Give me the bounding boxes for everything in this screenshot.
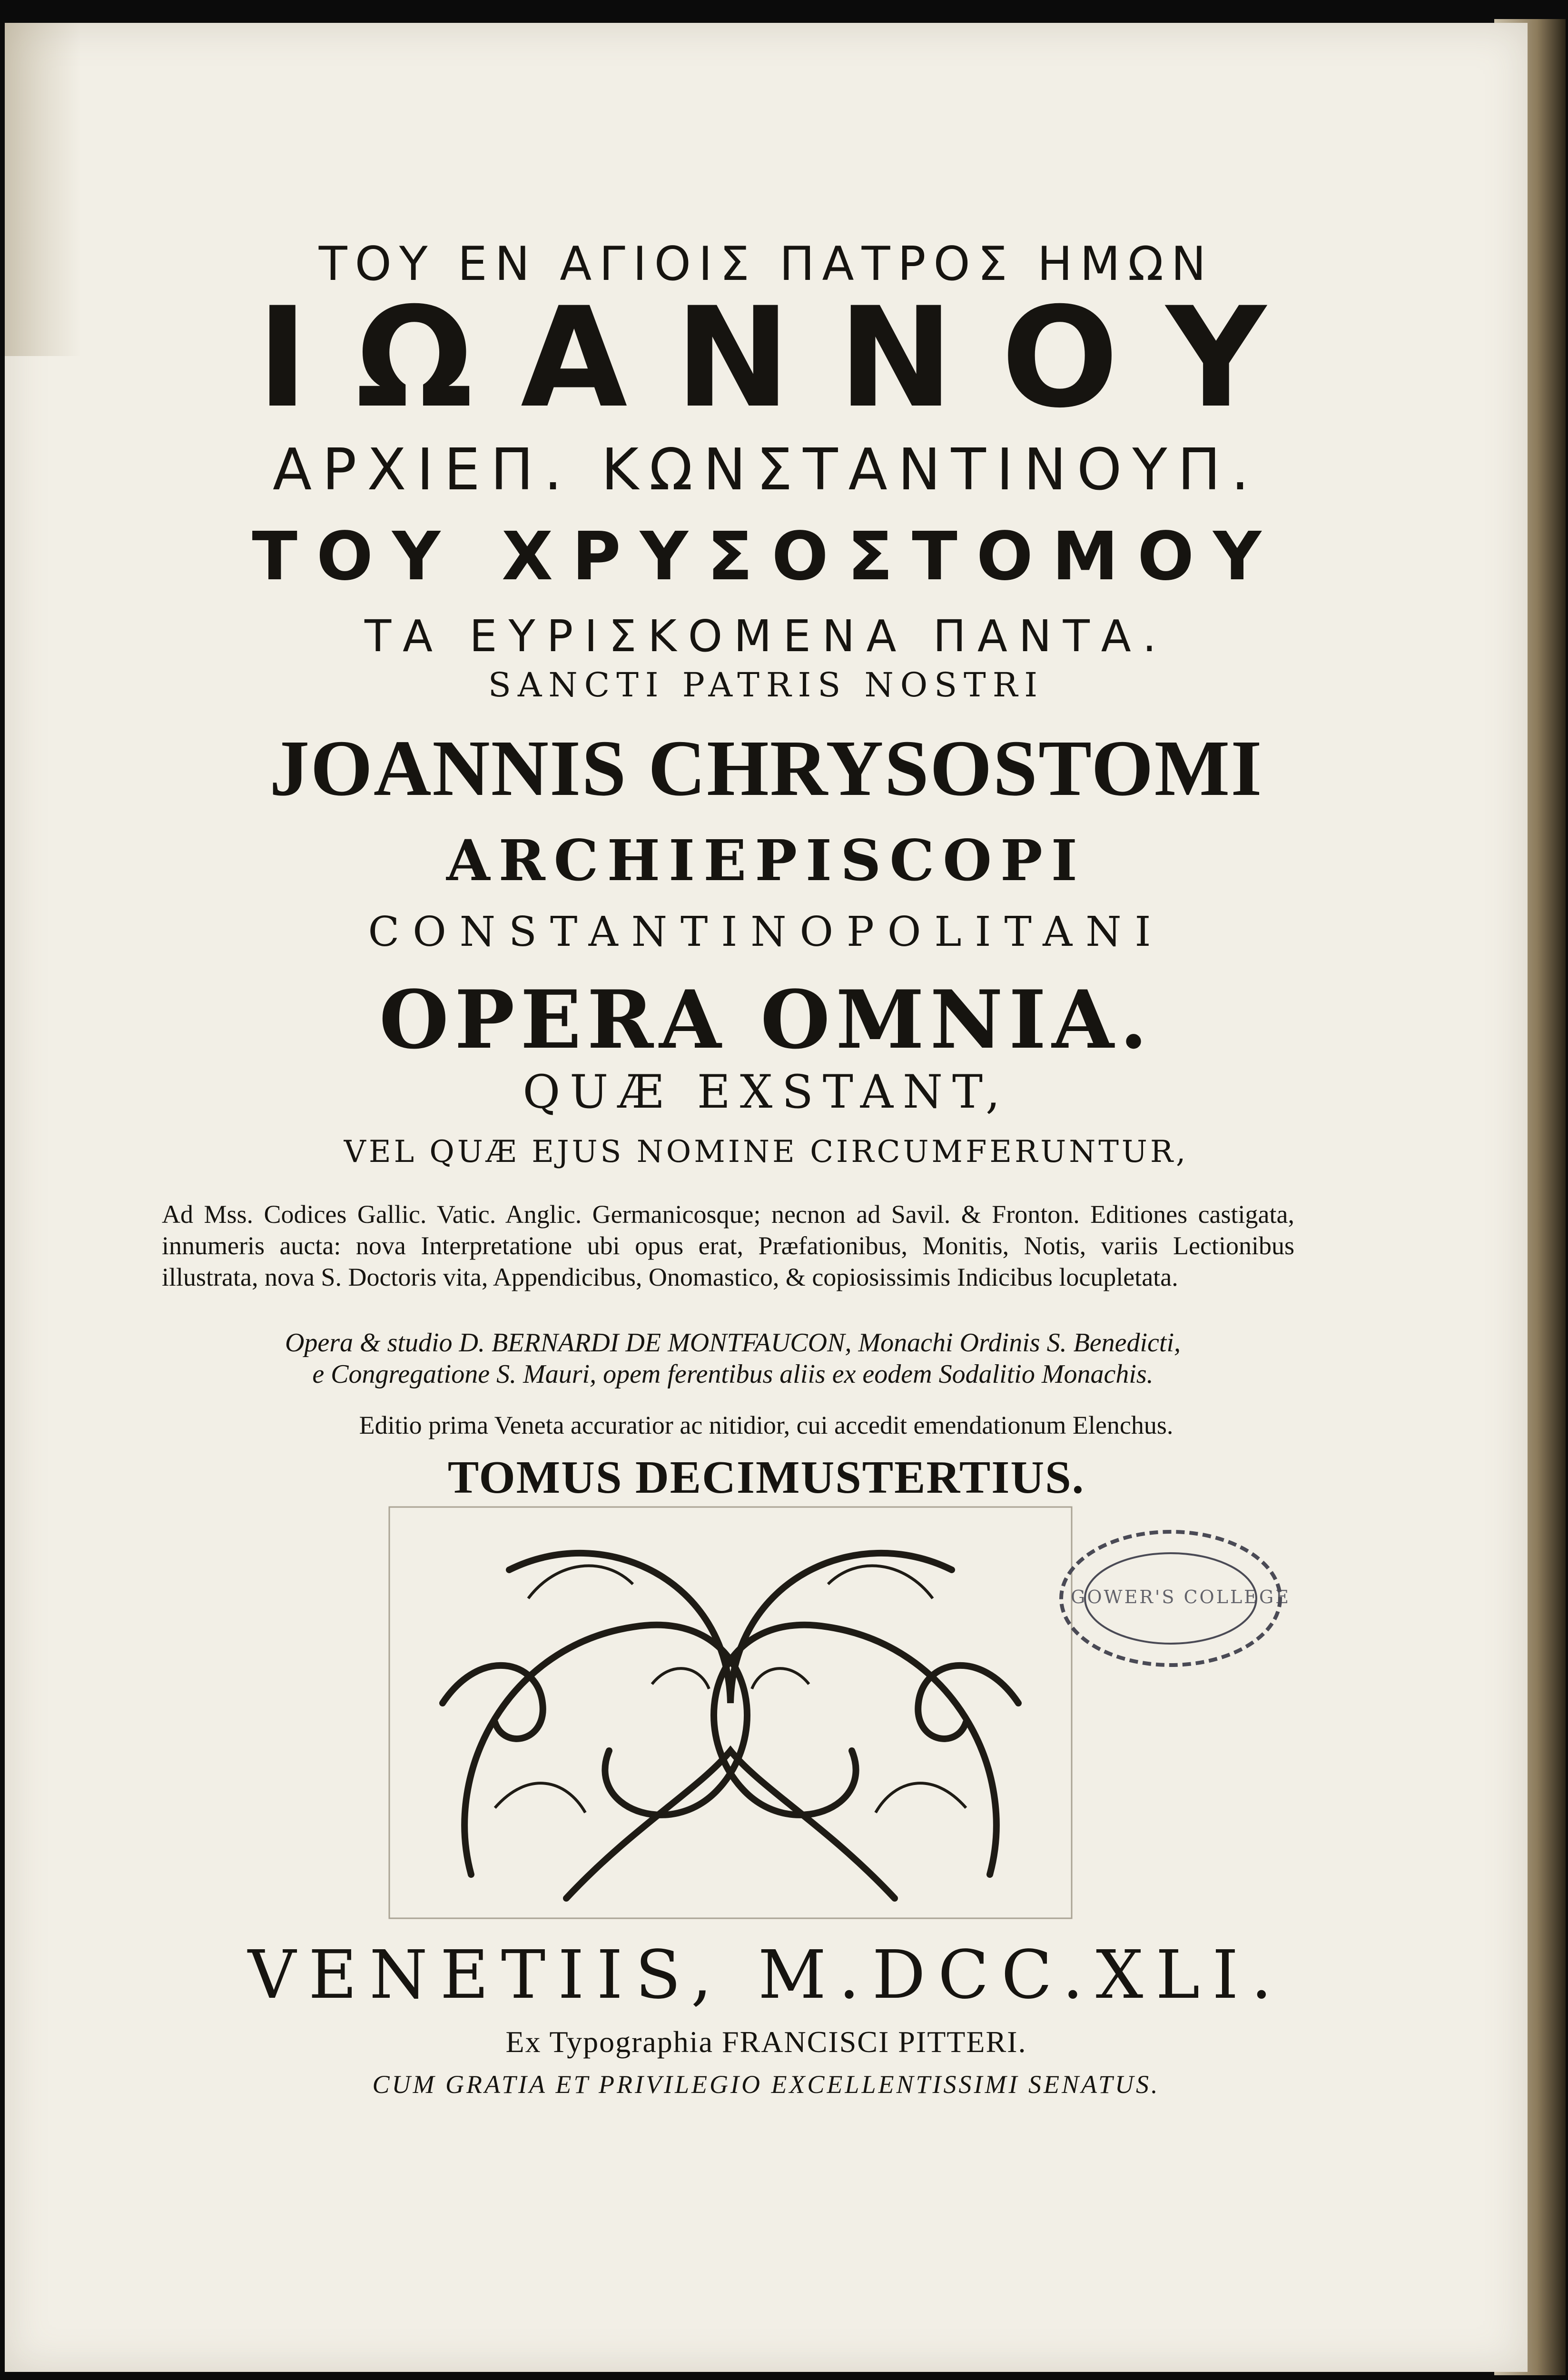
edition-note: Editio prima Veneta accuratior ac nitidior, cui accedit emendationum Elenchus. xyxy=(359,1411,1174,1439)
place-and-date: VENETIIS, M.DCC.XLI. xyxy=(247,1936,1285,2014)
latin-line-1: SANCTI PATRIS NOSTRI xyxy=(488,665,1045,704)
description-paragraph: Ad Mss. Codices Gallic. Vatic. Anglic. Germanicosque; necnon ad Savil. & Fronton. Editiones castigata, innumeris aucta: nova Interpretatione ubi opus erat, Præfationibus, Monitis, Notis, variis Lectionibus illustrata, nova S. Doctoris vita, Appendicibus, Onomastico, & copiosissimis Indicibus locupletata. xyxy=(162,1200,1294,1291)
greek-line-1: ΤΟΥ ΕΝ ΑΓΙΟΙΣ ΠΑΤΡΟΣ ΗΜΩΝ xyxy=(318,237,1214,291)
printer-line: Ex Typographia FRANCISCI PITTERI. xyxy=(505,2025,1027,2059)
latin-line-7: VEL QUÆ EJUS NOMINE CIRCUMFERUNTUR, xyxy=(344,1134,1189,1170)
editor-line-1: Opera & studio D. BERNARDI DE MONTFAUCON, Monachi Ordinis S. Benedicti, xyxy=(285,1328,1181,1358)
stamp-text: GOWER'S COLLEGE xyxy=(1071,1587,1291,1607)
latin-line-6: QUÆ EXSTANT, xyxy=(523,1065,1010,1119)
greek-line-3: ΑΡΧΙΕΠ. ΚΩΝΣΤΑΝΤΙΝΟΥΠ. xyxy=(272,437,1260,503)
latin-name-chrysostomi: JOANNIS CHRYSOSTOMI xyxy=(269,724,1263,813)
greek-name-ioannou: ΙΩΑΝΝΟΥ xyxy=(256,278,1314,438)
greek-line-4: ΤΟΥ ΧΡΥΣΟΣΤΟΜΟΥ xyxy=(252,518,1281,595)
editor-statement xyxy=(167,1327,1299,1390)
title-page xyxy=(5,23,1528,2372)
editor-line-2: e Congregatione S. Mauri, opem ferentibus aliis ex eodem Sodalitio Monachis. xyxy=(312,1359,1154,1389)
ornament-vignette-icon xyxy=(385,1503,1075,1922)
privilege-line: CUM GRATIA ET PRIVILEGIO EXCELLENTISSIMI SENATUS. xyxy=(372,2070,1160,2099)
latin-line-4: CONSTANTINOPOLITANI xyxy=(368,908,1164,956)
greek-line-5: ΤΑ ΕΥΡΙΣΚΟΜΕΝΑ ΠΑΝΤΑ. xyxy=(364,611,1168,662)
volume-label: TOMUS DECIMUSTERTIUS. xyxy=(447,1452,1085,1503)
latin-line-3: ARCHIEPISCOPI xyxy=(446,827,1086,893)
opera-omnia-title: OPERA OMNIA. xyxy=(379,972,1154,1067)
